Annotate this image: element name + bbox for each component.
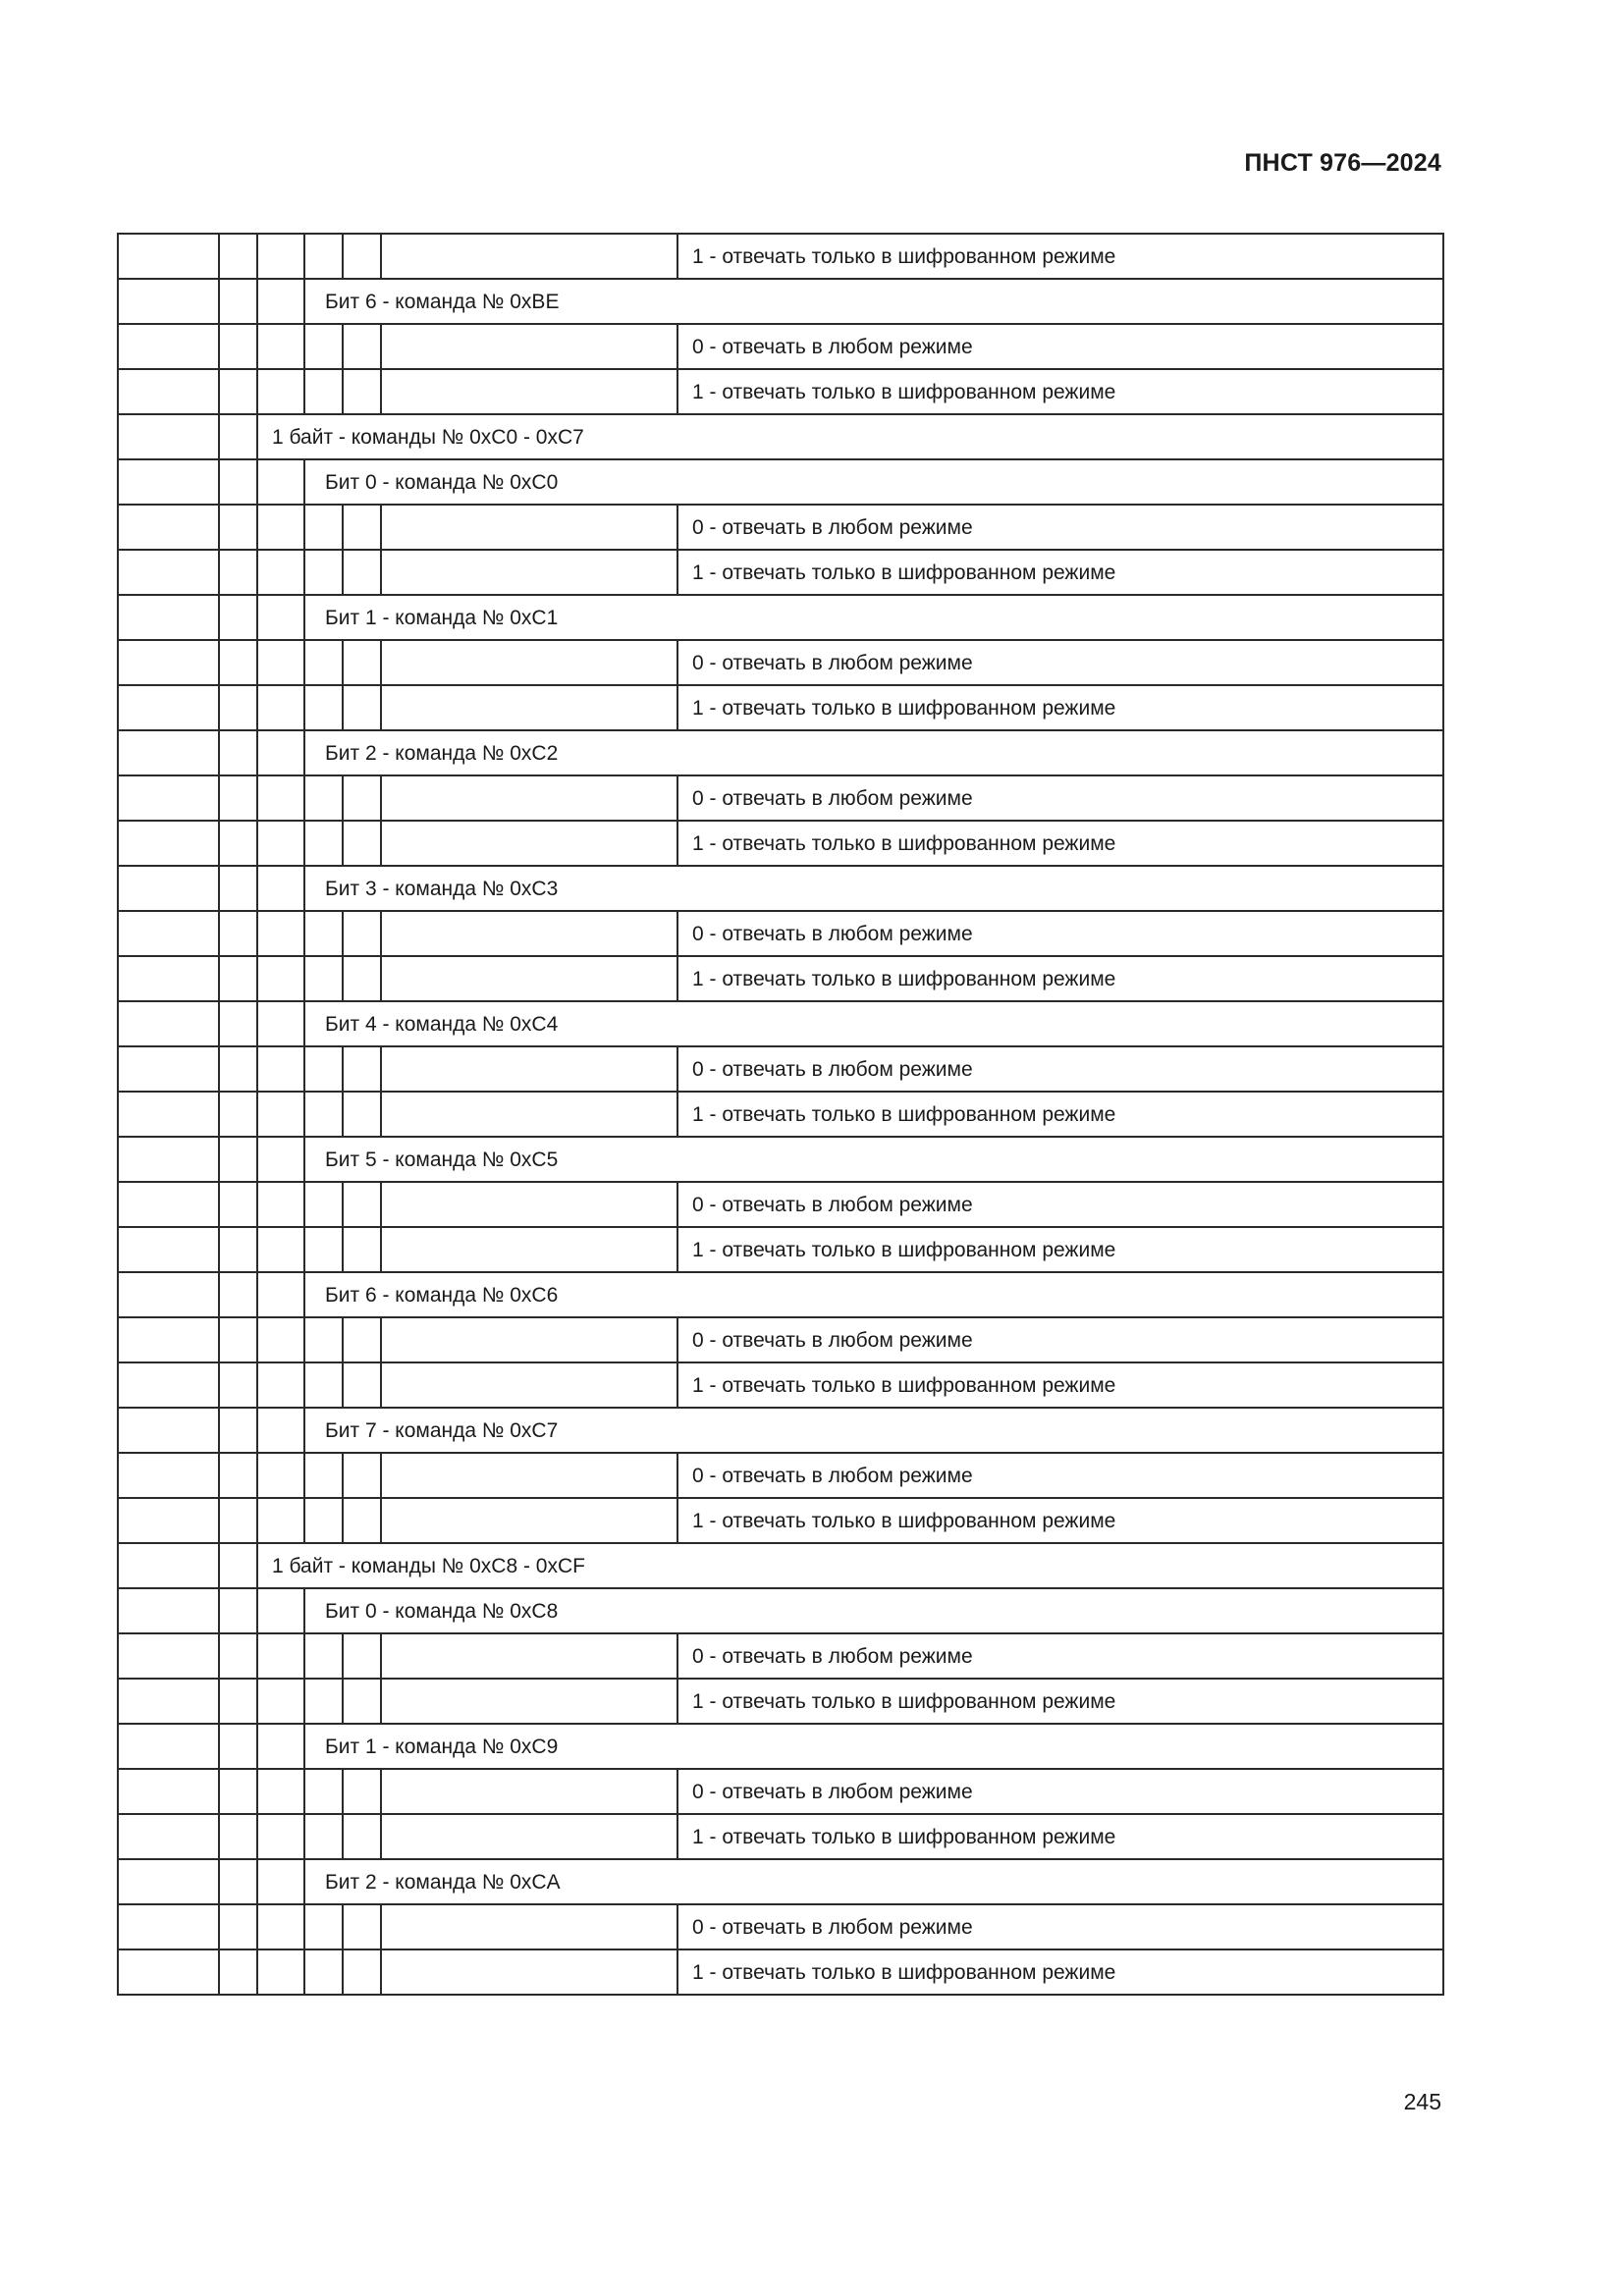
- empty-cell: [343, 234, 381, 279]
- table-row-bit: [118, 1001, 1443, 1046]
- empty-cell: [257, 1814, 304, 1859]
- empty-cell: [257, 1859, 304, 1904]
- empty-cell: [257, 369, 304, 414]
- empty-cell: [219, 595, 257, 640]
- empty-cell: [219, 279, 257, 324]
- empty-cell: [118, 324, 219, 369]
- empty-cell: [219, 1814, 257, 1859]
- table-row-value: [118, 1317, 1443, 1362]
- empty-cell: [219, 1498, 257, 1543]
- empty-cell: [257, 1317, 304, 1362]
- empty-cell: [118, 685, 219, 730]
- empty-cell: [381, 821, 677, 866]
- empty-cell: [118, 1904, 219, 1949]
- empty-cell: [343, 1904, 381, 1949]
- empty-cell: [118, 1949, 219, 1995]
- empty-cell: [304, 1453, 343, 1498]
- empty-cell: [343, 1769, 381, 1814]
- empty-cell: [257, 595, 304, 640]
- empty-cell: [219, 1137, 257, 1182]
- bit-cell: Бит 6 - команда № 0xC6: [304, 1272, 1443, 1317]
- empty-cell: [381, 1814, 677, 1859]
- empty-cell: [257, 730, 304, 775]
- empty-cell: [257, 234, 304, 279]
- bit-cell: Бит 0 - команда № 0xC0: [304, 459, 1443, 505]
- table-row-value: [118, 1453, 1443, 1498]
- empty-cell: [381, 324, 677, 369]
- empty-cell: [381, 1633, 677, 1679]
- table-row-byte: [118, 414, 1443, 459]
- empty-cell: [257, 1588, 304, 1633]
- table-row-value: [118, 550, 1443, 595]
- empty-cell: [118, 775, 219, 821]
- empty-cell: [381, 775, 677, 821]
- value-cell: 1 - отвечать только в шифрованном режиме: [677, 369, 1443, 414]
- value-cell: 0 - отвечать в любом режиме: [677, 1046, 1443, 1092]
- empty-cell: [381, 505, 677, 550]
- empty-cell: [219, 1453, 257, 1498]
- empty-cell: [257, 1453, 304, 1498]
- empty-cell: [118, 1137, 219, 1182]
- empty-cell: [219, 685, 257, 730]
- table-row-bit: [118, 866, 1443, 911]
- empty-cell: [219, 1227, 257, 1272]
- empty-cell: [219, 775, 257, 821]
- empty-cell: [343, 640, 381, 685]
- empty-cell: [118, 1769, 219, 1814]
- empty-cell: [343, 324, 381, 369]
- table-row-value: [118, 775, 1443, 821]
- empty-cell: [257, 1498, 304, 1543]
- empty-cell: [343, 1679, 381, 1724]
- empty-cell: [118, 1633, 219, 1679]
- value-cell: 0 - отвечать в любом режиме: [677, 505, 1443, 550]
- empty-cell: [257, 1272, 304, 1317]
- empty-cell: [381, 1949, 677, 1995]
- table-row-value: [118, 821, 1443, 866]
- value-cell: 1 - отвечать только в шифрованном режиме: [677, 1814, 1443, 1859]
- empty-cell: [219, 1588, 257, 1633]
- empty-cell: [118, 1498, 219, 1543]
- table-row-bit: [118, 459, 1443, 505]
- empty-cell: [118, 1182, 219, 1227]
- empty-cell: [257, 1001, 304, 1046]
- empty-cell: [304, 956, 343, 1001]
- value-cell: 1 - отвечать только в шифрованном режиме: [677, 821, 1443, 866]
- empty-cell: [118, 550, 219, 595]
- empty-cell: [118, 279, 219, 324]
- empty-cell: [257, 1904, 304, 1949]
- bit-cell: Бит 2 - команда № 0xC2: [304, 730, 1443, 775]
- table-row-value: [118, 956, 1443, 1001]
- bit-cell: Бит 6 - команда № 0xBE: [304, 279, 1443, 324]
- empty-cell: [219, 730, 257, 775]
- empty-cell: [257, 505, 304, 550]
- empty-cell: [118, 956, 219, 1001]
- empty-cell: [219, 956, 257, 1001]
- empty-cell: [219, 1001, 257, 1046]
- value-cell: 1 - отвечать только в шифрованном режиме: [677, 234, 1443, 279]
- empty-cell: [257, 911, 304, 956]
- empty-cell: [219, 550, 257, 595]
- empty-cell: [219, 1317, 257, 1362]
- bit-cell: Бит 0 - команда № 0xC8: [304, 1588, 1443, 1633]
- empty-cell: [257, 1769, 304, 1814]
- table-row-bit: [118, 279, 1443, 324]
- empty-cell: [343, 1317, 381, 1362]
- empty-cell: [343, 1362, 381, 1408]
- table-row-value: [118, 1092, 1443, 1137]
- empty-cell: [257, 775, 304, 821]
- empty-cell: [381, 1904, 677, 1949]
- empty-cell: [118, 1272, 219, 1317]
- empty-cell: [219, 459, 257, 505]
- empty-cell: [257, 279, 304, 324]
- page-number: 245: [1403, 2089, 1441, 2114]
- empty-cell: [257, 640, 304, 685]
- empty-cell: [343, 911, 381, 956]
- table-row-value: [118, 640, 1443, 685]
- value-cell: 0 - отвечать в любом режиме: [677, 1182, 1443, 1227]
- empty-cell: [304, 1949, 343, 1995]
- value-cell: 0 - отвечать в любом режиме: [677, 1317, 1443, 1362]
- table-row-value: [118, 911, 1443, 956]
- empty-cell: [343, 1949, 381, 1995]
- empty-cell: [343, 369, 381, 414]
- empty-cell: [381, 1182, 677, 1227]
- empty-cell: [304, 324, 343, 369]
- empty-cell: [118, 911, 219, 956]
- empty-cell: [343, 1633, 381, 1679]
- value-cell: 1 - отвечать только в шифрованном режиме: [677, 685, 1443, 730]
- empty-cell: [304, 1362, 343, 1408]
- empty-cell: [304, 1679, 343, 1724]
- bit-cell: Бит 7 - команда № 0xC7: [304, 1408, 1443, 1453]
- empty-cell: [118, 866, 219, 911]
- document-code: ПНСТ 976—2024: [1244, 149, 1441, 177]
- empty-cell: [343, 1227, 381, 1272]
- value-cell: 0 - отвечать в любом режиме: [677, 1904, 1443, 1949]
- empty-cell: [304, 1317, 343, 1362]
- empty-cell: [381, 1362, 677, 1408]
- bit-cell: Бит 4 - команда № 0xC4: [304, 1001, 1443, 1046]
- value-cell: 1 - отвечать только в шифрованном режиме: [677, 1949, 1443, 1995]
- table-row-value: [118, 369, 1443, 414]
- empty-cell: [257, 866, 304, 911]
- empty-cell: [219, 505, 257, 550]
- bit-cell: Бит 1 - команда № 0xC1: [304, 595, 1443, 640]
- empty-cell: [343, 1092, 381, 1137]
- empty-cell: [219, 234, 257, 279]
- empty-cell: [118, 1543, 219, 1588]
- value-cell: 1 - отвечать только в шифрованном режиме: [677, 1498, 1443, 1543]
- empty-cell: [381, 956, 677, 1001]
- empty-cell: [257, 821, 304, 866]
- empty-cell: [118, 459, 219, 505]
- empty-cell: [219, 1859, 257, 1904]
- empty-cell: [257, 550, 304, 595]
- empty-cell: [219, 1724, 257, 1769]
- empty-cell: [304, 1769, 343, 1814]
- value-cell: 1 - отвечать только в шифрованном режиме: [677, 1227, 1443, 1272]
- empty-cell: [304, 1498, 343, 1543]
- empty-cell: [343, 956, 381, 1001]
- empty-cell: [219, 1904, 257, 1949]
- table-row-byte: [118, 1543, 1443, 1588]
- table-row-value: [118, 1814, 1443, 1859]
- empty-cell: [219, 324, 257, 369]
- bit-cell: Бит 3 - команда № 0xC3: [304, 866, 1443, 911]
- empty-cell: [118, 1859, 219, 1904]
- empty-cell: [304, 1904, 343, 1949]
- bit-cell: Бит 2 - команда № 0xCA: [304, 1859, 1443, 1904]
- empty-cell: [304, 1092, 343, 1137]
- empty-cell: [381, 1227, 677, 1272]
- empty-cell: [304, 821, 343, 866]
- empty-cell: [118, 1408, 219, 1453]
- empty-cell: [343, 1046, 381, 1092]
- value-cell: 0 - отвечать в любом режиме: [677, 1633, 1443, 1679]
- table-row-value: [118, 1227, 1443, 1272]
- table-row-value: [118, 324, 1443, 369]
- empty-cell: [304, 1046, 343, 1092]
- table-row-bit: [118, 1859, 1443, 1904]
- empty-cell: [343, 505, 381, 550]
- empty-cell: [257, 1408, 304, 1453]
- empty-cell: [257, 1949, 304, 1995]
- empty-cell: [257, 459, 304, 505]
- value-cell: 0 - отвечать в любом режиме: [677, 911, 1443, 956]
- table-row-bit: [118, 1724, 1443, 1769]
- empty-cell: [118, 234, 219, 279]
- byte-cell: 1 байт - команды № 0xC0 - 0xC7: [257, 414, 1443, 459]
- value-cell: 0 - отвечать в любом режиме: [677, 775, 1443, 821]
- empty-cell: [304, 911, 343, 956]
- empty-cell: [304, 550, 343, 595]
- empty-cell: [257, 685, 304, 730]
- empty-cell: [381, 1498, 677, 1543]
- empty-cell: [118, 1588, 219, 1633]
- empty-cell: [343, 775, 381, 821]
- empty-cell: [304, 640, 343, 685]
- empty-cell: [257, 1724, 304, 1769]
- empty-cell: [118, 1453, 219, 1498]
- empty-cell: [118, 1814, 219, 1859]
- empty-cell: [219, 1543, 257, 1588]
- empty-cell: [118, 1092, 219, 1137]
- empty-cell: [118, 1362, 219, 1408]
- empty-cell: [343, 1182, 381, 1227]
- table-row-bit: [118, 1408, 1443, 1453]
- table-row-value: [118, 1633, 1443, 1679]
- empty-cell: [118, 1046, 219, 1092]
- table-row-bit: [118, 1272, 1443, 1317]
- empty-cell: [381, 1679, 677, 1724]
- empty-cell: [381, 234, 677, 279]
- empty-cell: [381, 1769, 677, 1814]
- empty-cell: [118, 640, 219, 685]
- empty-cell: [304, 685, 343, 730]
- table-row-value: [118, 1769, 1443, 1814]
- empty-cell: [343, 1814, 381, 1859]
- value-cell: 1 - отвечать только в шифрованном режиме: [677, 956, 1443, 1001]
- empty-cell: [219, 414, 257, 459]
- empty-cell: [343, 685, 381, 730]
- table-row-value: [118, 1904, 1443, 1949]
- empty-cell: [118, 1001, 219, 1046]
- empty-cell: [118, 414, 219, 459]
- empty-cell: [219, 1092, 257, 1137]
- empty-cell: [219, 1362, 257, 1408]
- empty-cell: [257, 956, 304, 1001]
- empty-cell: [257, 1046, 304, 1092]
- table-row-value: [118, 685, 1443, 730]
- value-cell: 0 - отвечать в любом режиме: [677, 640, 1443, 685]
- table-row-value: [118, 1046, 1443, 1092]
- empty-cell: [343, 821, 381, 866]
- empty-cell: [219, 821, 257, 866]
- empty-cell: [304, 1182, 343, 1227]
- empty-cell: [257, 1182, 304, 1227]
- table-row-value: [118, 1679, 1443, 1724]
- empty-cell: [219, 1408, 257, 1453]
- empty-cell: [381, 369, 677, 414]
- empty-cell: [257, 1362, 304, 1408]
- empty-cell: [219, 640, 257, 685]
- empty-cell: [304, 1227, 343, 1272]
- empty-cell: [118, 1724, 219, 1769]
- bit-cell: Бит 5 - команда № 0xC5: [304, 1137, 1443, 1182]
- empty-cell: [219, 1182, 257, 1227]
- empty-cell: [343, 1498, 381, 1543]
- table-row-bit: [118, 1137, 1443, 1182]
- empty-cell: [381, 911, 677, 956]
- value-cell: 0 - отвечать в любом режиме: [677, 324, 1443, 369]
- empty-cell: [257, 1092, 304, 1137]
- empty-cell: [118, 730, 219, 775]
- empty-cell: [219, 1949, 257, 1995]
- empty-cell: [304, 1814, 343, 1859]
- empty-cell: [219, 1046, 257, 1092]
- table-row-value: [118, 1949, 1443, 1995]
- empty-cell: [381, 640, 677, 685]
- empty-cell: [118, 369, 219, 414]
- empty-cell: [257, 1679, 304, 1724]
- value-cell: 1 - отвечать только в шифрованном режиме: [677, 550, 1443, 595]
- table-row-bit: [118, 595, 1443, 640]
- empty-cell: [219, 866, 257, 911]
- empty-cell: [118, 595, 219, 640]
- table-row-value: [118, 1362, 1443, 1408]
- empty-cell: [381, 1317, 677, 1362]
- empty-cell: [343, 1453, 381, 1498]
- empty-cell: [381, 685, 677, 730]
- empty-cell: [343, 550, 381, 595]
- empty-cell: [257, 1633, 304, 1679]
- empty-cell: [219, 1679, 257, 1724]
- empty-cell: [304, 1633, 343, 1679]
- table-row-value: [118, 1498, 1443, 1543]
- table-row-bit: [118, 1588, 1443, 1633]
- empty-cell: [257, 324, 304, 369]
- value-cell: 1 - отвечать только в шифрованном режиме: [677, 1362, 1443, 1408]
- empty-cell: [219, 369, 257, 414]
- empty-cell: [381, 550, 677, 595]
- empty-cell: [304, 775, 343, 821]
- empty-cell: [118, 1227, 219, 1272]
- empty-cell: [304, 505, 343, 550]
- empty-cell: [219, 1769, 257, 1814]
- table-row-bit: [118, 730, 1443, 775]
- empty-cell: [118, 1679, 219, 1724]
- table-row-value: [118, 234, 1443, 279]
- empty-cell: [257, 1227, 304, 1272]
- table-body: [118, 234, 1443, 1995]
- value-cell: 1 - отвечать только в шифрованном режиме: [677, 1679, 1443, 1724]
- empty-cell: [118, 1317, 219, 1362]
- empty-cell: [219, 1633, 257, 1679]
- empty-cell: [118, 505, 219, 550]
- empty-cell: [381, 1453, 677, 1498]
- table-row-value: [118, 1182, 1443, 1227]
- table-row-value: [118, 505, 1443, 550]
- empty-cell: [304, 369, 343, 414]
- empty-cell: [381, 1046, 677, 1092]
- empty-cell: [304, 234, 343, 279]
- empty-cell: [219, 1272, 257, 1317]
- command-bits-table: [117, 233, 1444, 1996]
- bit-cell: Бит 1 - команда № 0xC9: [304, 1724, 1443, 1769]
- value-cell: 1 - отвечать только в шифрованном режиме: [677, 1092, 1443, 1137]
- value-cell: 0 - отвечать в любом режиме: [677, 1453, 1443, 1498]
- value-cell: 0 - отвечать в любом режиме: [677, 1769, 1443, 1814]
- empty-cell: [381, 1092, 677, 1137]
- empty-cell: [257, 1137, 304, 1182]
- empty-cell: [219, 911, 257, 956]
- byte-cell: 1 байт - команды № 0xC8 - 0xCF: [257, 1543, 1443, 1588]
- empty-cell: [118, 821, 219, 866]
